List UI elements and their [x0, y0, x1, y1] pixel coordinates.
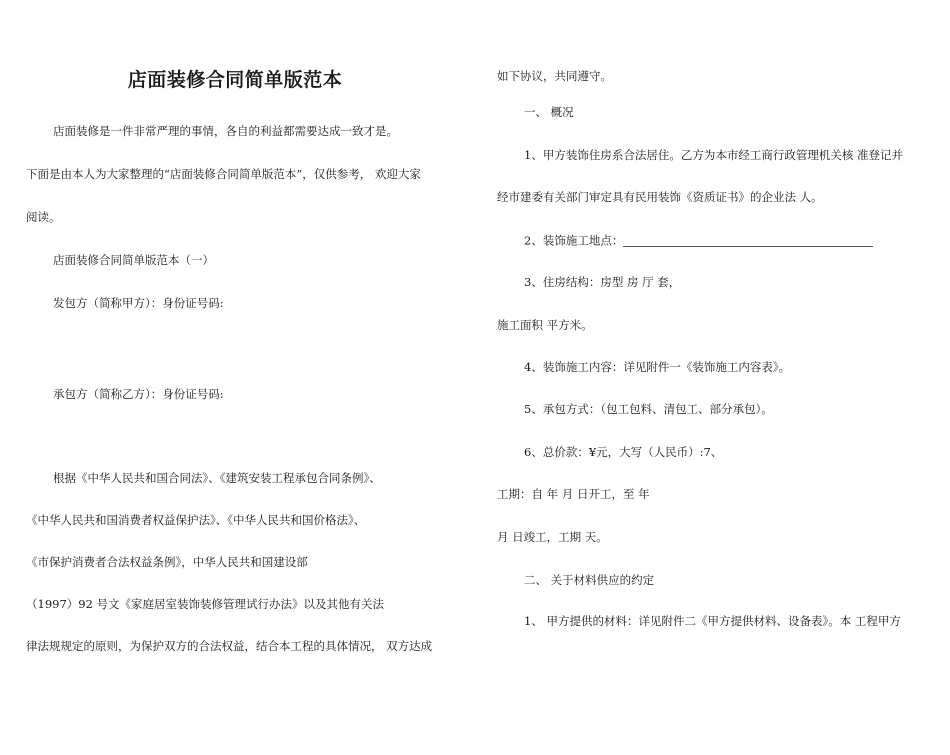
intro-line-3: 阅读。 — [26, 210, 61, 224]
party-a-line: 发包方（简称甲方）：身份证号码: — [53, 296, 224, 310]
basis-line-2: 《中华人民共和国消费者权益保护法》、《中华人民共和国价格法》、 — [26, 513, 366, 527]
basis-line-5: 律法规规定的原则，为保护双方的合法权益，结合本工程的具体情况， 双方达成 — [26, 639, 433, 653]
agreement-line: 如下协议，共同遵守。 — [497, 69, 612, 83]
basis-line-4: （1997）92 号文《家庭居室装饰装修管理试行办法》以及其他有关法 — [26, 597, 385, 611]
item-6-line: 6、总价款：¥元，大写（人民币）:7、 — [524, 445, 723, 459]
item-1-line-1: 1、甲方装饰住房系合法居住。乙方为本市经工商行政管理机关核 准登记并 — [524, 148, 903, 162]
document-title: 店面装修合同简单版范本 — [127, 69, 343, 91]
basis-line-1: 根据《中华人民共和国合同法》、《建筑安装工程承包合同条例》、 — [53, 471, 381, 485]
item-1-line-2: 经市建委有关部门审定具有民用装饰《资质证书》的企业法 人。 — [497, 190, 823, 204]
address-blank-line — [623, 235, 873, 247]
section-heading: 店面装修合同简单版范本（一） — [53, 253, 214, 267]
heading-overview: 一、 概况 — [524, 105, 574, 119]
basis-line-3: 《市保护消费者合法权益条例》，中华人民共和国建设部 — [26, 555, 308, 569]
item-3-line-2: 施工面积 平方米。 — [497, 318, 593, 332]
party-b-line: 承包方（简称乙方）：身份证号码: — [53, 387, 224, 401]
right-column — [475, 0, 950, 755]
item-2-line — [524, 235, 873, 247]
schedule-line-2: 月 日竣工，工期 天。 — [497, 530, 608, 544]
intro-line-2: 下面是由本人为大家整理的“店面装修合同简单版范本”，仅供参考， 欢迎大家 — [26, 167, 421, 181]
materials-item-1-line: 1、 甲方提供的材料：详见附件二《甲方提供材料、设备表》。本 工程甲方 — [524, 614, 901, 628]
item-3-line-1: 3、住房结构：房型 房 厅 套， — [524, 275, 681, 289]
intro-line-1: 店面装修是一件非常严理的事情，各自的利益都需要达成一致才是。 — [53, 124, 398, 138]
item-5-line: 5、承包方式：（包工包料、清包工、部分承包）。 — [524, 402, 773, 416]
schedule-line-1: 工期：自 年 月 日开工，至 年 — [497, 487, 650, 501]
item-2-label: 2、装饰施工地点： — [524, 233, 624, 248]
heading-materials: 二、 关于材料供应的约定 — [524, 573, 655, 587]
item-4-line: 4、装饰施工内容：详见附件一《装饰施工内容表》。 — [524, 360, 791, 374]
